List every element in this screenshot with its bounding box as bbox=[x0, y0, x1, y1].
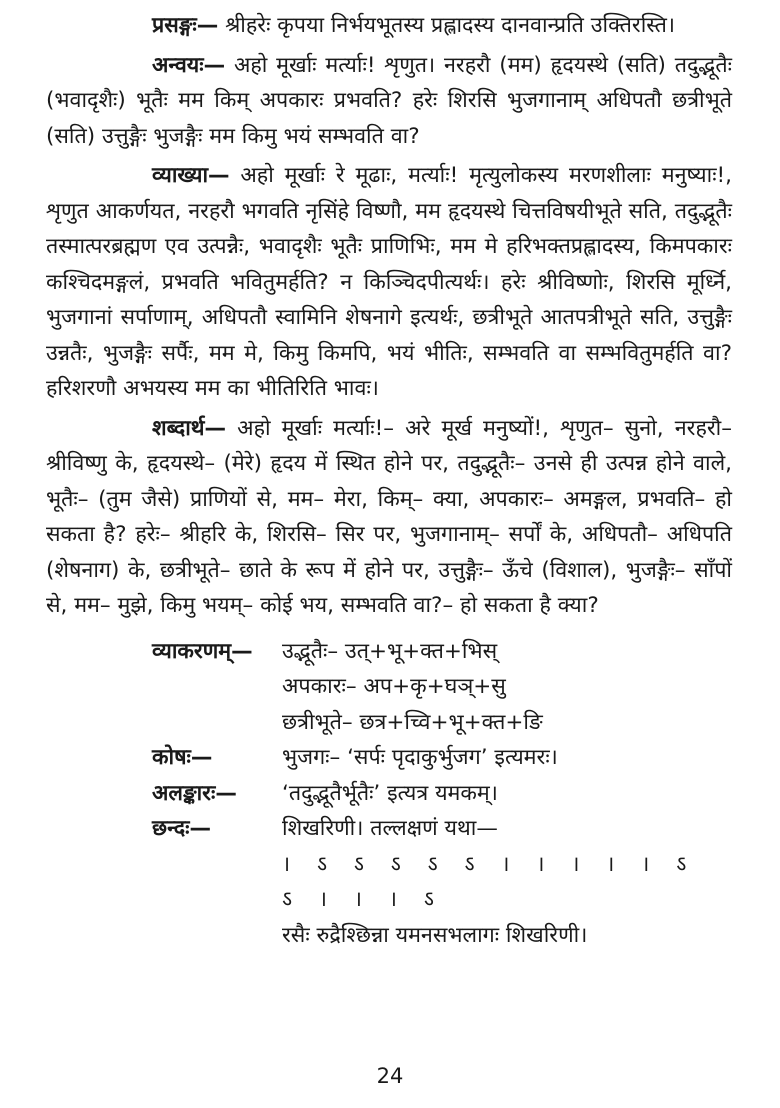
meter-verse: रसैः रुद्रैश्छिन्ना यमनसभलागः शिखरिणी। bbox=[282, 922, 588, 948]
vyakhya-heading: व्याख्या— bbox=[152, 163, 230, 188]
anvaya-heading: अन्वयः— bbox=[152, 52, 226, 78]
vyakarana-item: छत्रीभूते– छत्र+च्वि+भू+क्त+ङि bbox=[282, 709, 543, 735]
page-number: 24 bbox=[376, 1064, 404, 1088]
shabdartha-paragraph bbox=[46, 411, 732, 624]
shabdartha-heading: शब्दार्थ— bbox=[152, 415, 227, 441]
vyakarana-label: व्याकरणम्— bbox=[152, 638, 253, 664]
anvaya-paragraph bbox=[46, 48, 732, 155]
meter-row bbox=[46, 847, 732, 918]
meter-pattern: । ऽ ऽ ऽ ऽ ऽ । । । । । ऽ ऽ । । । ऽ bbox=[282, 851, 697, 912]
anvaya-text: अहो मूर्खाः मर्त्याः! शृणुत। नरहरौ (मम) हृदयस्थे (सति) तदुद्भूतैः (भवादृशैः) भूतैः मम किम् अपकारः प्रभवति? हरेः शिरसि भुजगानाम् अधिपतौ छत्रीभूते (सति) उत्तुङ्गैः भुजङ्गैः मम किमु भयं सम्भवति वा? bbox=[46, 52, 732, 149]
vyakarana-row bbox=[46, 634, 732, 670]
prasanga-paragraph bbox=[46, 8, 732, 44]
alankara-row bbox=[46, 776, 732, 812]
alankara-label: अलङ्कारः— bbox=[152, 780, 237, 806]
grammar-notes bbox=[46, 634, 732, 954]
kosha-text: भुजगः– ‘सर्पः पृदाकुर्भुजग’ इत्यमरः। bbox=[282, 745, 558, 770]
chanda-row bbox=[46, 811, 732, 847]
kosha-row bbox=[46, 740, 732, 776]
prasanga-text: श्रीहरेः कृपया निर्भयभूतस्य प्रह्लादस्य दानवान्प्रति उक्तिरस्ति। bbox=[218, 13, 676, 38]
alankara-text: ‘तदुद्भूतैर्भूतैः’ इत्यत्र यमकम्। bbox=[282, 780, 498, 806]
vyakarana-item: अपकारः– अप+कृ+घञ्+सु bbox=[282, 674, 506, 699]
vyakarana-item: उद्भूतैः– उत्+भू+क्त+भिस् bbox=[282, 638, 498, 664]
vyakarana-row bbox=[46, 705, 732, 741]
vyakhya-text: अहो मूर्खाः रे मूढाः, मर्त्याः! मृत्युलोकस्य मरणशीलाः मनुष्याः!, शृणुत आकर्णयत, नरहरौ भगवति नृसिंहे विष्णौ, मम हृदयस्थे चित्तविषयीभूते सति, तदुद्भूतैः तस्मात्परब्रह्मण एव उत्पन्नैः, भवादृशैः भूतैः प्राणिभिः, मम मे हरिभक्तप्रह्लादस्य, किमपकारः कश्चिदमङ्गलं, प्रभवति भवितुमर्हति? न किञ्चिदपीत्यर्थः। हरेः श्रीविष्णोः, शिरसि मूर्ध्नि, भुजगानां सर्पाणाम्, अधिपतौ स्वामिनि शेषनागे इत्यर्थः, छत्रीभूते आतपत्रीभूते सति, उत्तुङ्गैः उन्नतैः, भुजङ्गैः सर्पैः, मम मे, किमु किमपि, भयं भीतिः, सम्भवति वा सम्भवितुमर्हति वा? हरिशरणौ अभयस्य मम का भीतिरिति भावः। bbox=[46, 163, 732, 401]
kosha-label: कोषः— bbox=[152, 745, 213, 770]
chanda-text: शिखरिणी। तल्लक्षणं यथा— bbox=[282, 816, 498, 841]
vyakhya-paragraph bbox=[46, 158, 732, 407]
chanda-label: छन्दः— bbox=[152, 816, 211, 841]
verse-row bbox=[46, 918, 732, 954]
vyakarana-row bbox=[46, 669, 732, 705]
shabdartha-text: अहो मूर्खाः मर्त्याः!– अरे मूर्ख मनुष्यों!, शृणुत– सुनो, नरहरौ– श्रीविष्णु के, हृदयस्थे– (मेरे) हृदय में स्थित होने पर, तदुद्भूतैः– उनसे ही उत्पन्न होने वाले, भूतैः– (तुम जैसे) प्राणियों से, मम– मेरा, किम्– क्या, अपकारः– अमङ्गल, प्रभवति– हो सकता है? हरेः– श्रीहरि के, शिरसि– सिर पर, भुजगानाम्– सर्पों के, अधिपतौ– अधिपति (शेषनाग) के, छत्रीभूते– छाते के रूप में होने पर, उत्तुङ्गैः– ऊँचे (विशाल), भुजङ्गैः– साँपों से, मम– मुझे, किमु भयम्– कोई भय, सम्भवति वा?– हो सकता है क्या? bbox=[46, 415, 732, 618]
prasanga-heading: प्रसङ्गः— bbox=[152, 13, 219, 38]
